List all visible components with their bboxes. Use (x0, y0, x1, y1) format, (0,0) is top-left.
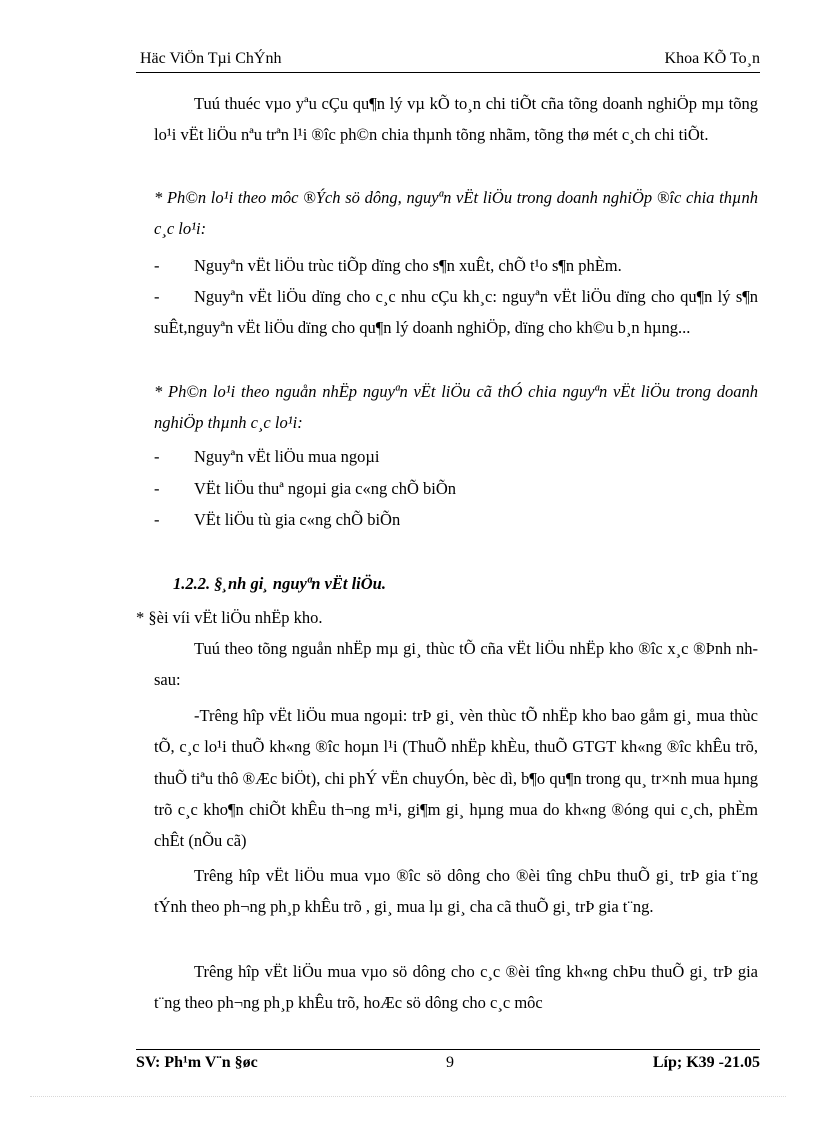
page-header (136, 50, 760, 73)
paragraph-imported-materials: * §èi víi vËt liÖu nhËp kho. (136, 608, 323, 627)
paragraph-1: Tuú thuéc vµo yªu cÇu qu¶n lý vµ kÕ to¸n chi tiÕt cña tõng doanh nghiÖp mµ tõng lo¹i vËt liÖu nªu trªn l¹i ®îc ph©n chia thµnh tõng nhãm, tõng thø mét c¸ch chi tiÕt. (154, 94, 758, 145)
paragraph-2: Tuú theo tõng nguån nhËp mµ gi¸ thùc tÕ cña vËt liÖu nhËp kho ®îc x¸c ®Þnh nh sau: (154, 639, 758, 690)
classification-by-source: * Ph©n lo¹i theo nguån nhËp nguyªn vËt liÖu cã thÓ chia nguyªn vËt liÖu trong doanh nghiÖp thµnh c¸c lo¹i: (154, 382, 758, 433)
paragraph-5: Trêng hîp vËt liÖu mua vµo sö dông cho c¸c ®èi tîng kh«ng chÞu thuÕ gi¸ trÞ gia t¨ng theo ph¬ng ph¸p khÊu trõ, hoÆc sö dông cho c¸c môc (154, 962, 758, 1013)
paragraph-other-needs: Nguyªn vËt liÖu dïng cho c¸c nhu cÇu kh¸c: nguyªn vËt liÖu dïng cho qu¶n lý s¶n suÊt,nguyªn vËt liÖu dïng cho qu¶n lý doanh nghiÖp, dïng cho kh©u b¸n hµng... (154, 287, 758, 338)
bullet-dash: - (154, 447, 160, 466)
list-item-text: VËt liÖu tù gia c«ng chÕ biÕn (194, 510, 401, 529)
footer-class: Líp; K39 -21.05 (652, 1054, 760, 1071)
footer-page-number: 9 (446, 1054, 454, 1071)
header-faculty: Khoa KÕ To¸n (664, 50, 760, 67)
bullet-dash: - (154, 510, 160, 529)
page-boundary-line (30, 1096, 786, 1097)
paragraph-4: Trêng hîp vËt liÖu mua vµo ®îc sö dông cho ®èi tîng chÞu thuÕ gi¸ trÞ gia t¨ng tÝnh theo ph¬ng ph¸p khÊu trõ , gi¸ mua lµ gi¸ cha cã thuÕ gi¸ trÞ gia t¨ng. (154, 866, 758, 917)
bullet-dash: - (154, 287, 160, 306)
list-item-text: Nguyªn vËt liÖu mua ngoµi (194, 447, 380, 466)
list-item-text: VËt liÖu thuª ngoµi gia c«ng chÕ biÕn (194, 479, 456, 498)
bullet-dash: - (154, 479, 160, 498)
footer-student: SV: Ph¹m V¨n §øc (136, 1054, 258, 1071)
header-institution: Häc ViÖn Tµi ChÝnh (140, 50, 282, 67)
section-heading: 1.2.2. §¸nh gi¸ nguyªn vËt liÖu. (173, 574, 386, 593)
list-item-text: Nguyªn vËt liÖu trùc tiÕp dïng cho s¶n xuÊt, chÕ t¹o s¶n phÈm. (194, 256, 622, 275)
page-footer (136, 1049, 760, 1074)
classification-by-purpose: * Ph©n lo¹i theo môc ®Ých sö dông, nguyªn vËt liÖu trong doanh nghiÖp ®îc chia thµnh c¸c lo¹i: (154, 188, 758, 239)
bullet-dash: - (154, 256, 160, 275)
paragraph-3: -Trêng hîp vËt liÖu mua ngoµi: trÞ gi¸ vèn thùc tÕ nhËp kho bao gåm gi¸ mua thùc tÕ, c¸c lo¹i thuÕ kh«ng ®îc hoµn l¹i (ThuÕ nhËp khÈu, thuÕ GTGT kh«ng ®îc khÊu trõ, thuÕ tiªu thô ®Æc biÖt), chi phÝ vËn chuyÓn, bèc dì, b¶o qu¶n trong qu¸ tr×nh mua hµng trõ c¸c kho¶n chiÕt khÊu th¬ng m¹i, gi¶m gi¸ hµng mua do kh«ng ®óng qui c¸ch, phÈm chÊt (nÕu cã) (154, 706, 758, 851)
